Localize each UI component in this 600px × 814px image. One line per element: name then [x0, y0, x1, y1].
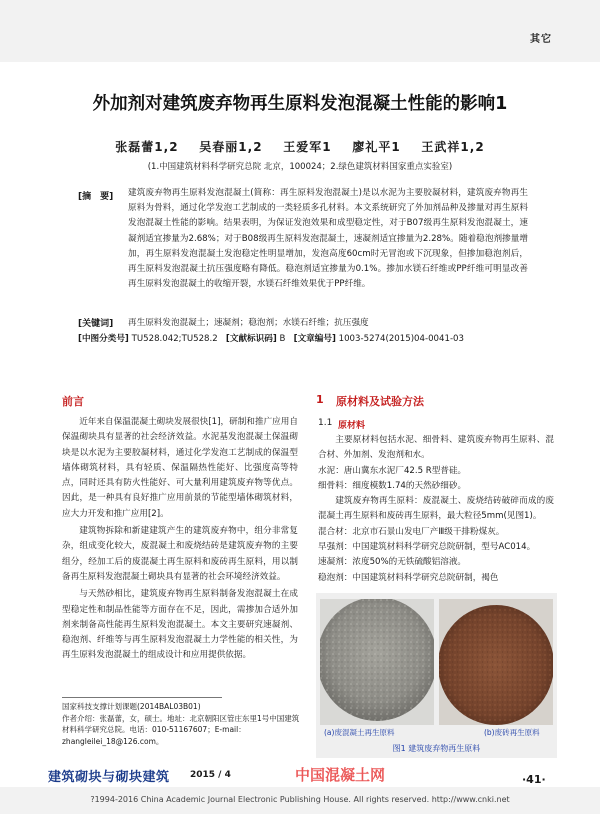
author: 廖礼平1 — [352, 140, 401, 154]
author: 张磊蕾1,2 — [115, 140, 179, 154]
author-list — [0, 138, 600, 155]
subsection-heading: 原材料 — [338, 421, 366, 431]
figure-subcaption-b: (b)废砖再生原料 — [484, 728, 540, 737]
figure-subcaption-a: (a)废混凝土再生原料 — [324, 728, 395, 737]
classification-row: [中图分类号] TU528.042;TU528.2 [文献标识码] B [文章编号] 1003-5274(2015)04-0041-03 — [78, 334, 464, 344]
paragraph: 速凝剂：浓度50%的无铁硫酸铝溶液。 — [318, 557, 467, 568]
paragraph: 水泥：唐山冀东水泥厂42.5 R型普硅。 — [318, 465, 467, 476]
concrete-aggregate-photo — [320, 599, 434, 725]
copyright-line: ?1994-2016 China Academic Journal Electronic Publishing House. All rights reserved. http://www.cnki.net — [90, 795, 510, 804]
figure-1 — [316, 593, 557, 758]
brick-aggregate-photo — [439, 599, 553, 725]
footnote: 国家科技支撑计划课题(2014BAL03B01) 作者介绍：张磊蕾，女，硕士。地址：北京朝阳区管庄东里1号中国建筑材料科学研究总院。电话：010-51167607；E-mail：zhangleilei_18@126.com。 — [62, 702, 300, 746]
section-tag: 其它 — [530, 34, 552, 45]
paragraph: 稳泡剂：中国建筑材料科学研究总院研制，褐色 — [318, 572, 499, 583]
materials-body — [318, 433, 554, 586]
figure-caption: 图1 建筑废弃物再生原料 — [392, 744, 481, 753]
keywords-label: [关键词] — [78, 319, 114, 329]
section-heading: 原材料及试验方法 — [336, 395, 424, 408]
article-id-value: 1003-5274(2015)04-0041-03 — [338, 334, 464, 344]
section-number: 1 — [316, 393, 324, 406]
author: 吴春丽1,2 — [199, 140, 263, 154]
paragraph: 近年来自保温混凝土砌块发展很快[1]，研制和推广应用自保温砌块具有显著的社会经济效益。水泥基发泡混凝土保温砌块是以水泥为主要胶凝材料，通过化学发泡工艺制成的保温型墙体砌筑材料，具有轻质、保温隔热性能好、比强度高等特点，同时还具有防火性能好、可大量利用建筑废弃物等优点。因此，是一种具有良好推广应用前景的节能型墙体砌筑材料，应大力开发和推广应用[2]。 — [62, 417, 298, 519]
article-title: 外加剂对建筑废弃物再生原料发泡混凝土性能的影响1 — [92, 94, 508, 114]
preface-heading: 前言 — [62, 395, 84, 408]
paragraph: 主要原材料包括水泥、细骨料、建筑废弃物再生原料、混合材、外加剂、发泡剂和水。 — [318, 435, 554, 461]
paragraph: 早强剂：中国建筑材料科学研究总院研制，型号AC014。 — [318, 542, 536, 553]
preface-body — [62, 415, 298, 666]
paragraph: 建筑物拆除和新建建筑产生的建筑废弃物中，组分非常复杂，组成变化较大，废混凝土和废烧结砖是建筑废弃物的主要组分，经加工后的废混凝土再生原料和废砖再生原料，用以制备再生原料发泡混凝土砌块具有显著的社会环境经济效益。 — [62, 526, 298, 582]
header-band — [0, 0, 600, 62]
watermark: 中国混凝土网 — [295, 766, 386, 784]
paragraph: 与天然砂相比，建筑废弃物再生原料制备发泡混凝土在成型稳定性和制品性能等方面存在不足，因此，需掺加合适外加剂来制备高性能再生原料发泡混凝土。本文主要研究速凝剂、稳泡剂、纤维等与再生原料发泡混凝土力学性能的相关性，为再生原料发泡混凝土的组成设计和应用提供依据。 — [62, 589, 298, 661]
author: 王爱军1 — [283, 140, 332, 154]
journal-issue: 2015 / 4 — [190, 770, 231, 780]
affiliation: (1.中国建筑材料科学研究总院 北京，100024；2.绿色建筑材料国家重点实验室) — [147, 162, 453, 172]
subsection-number: 1.1 — [318, 418, 333, 428]
author: 王武祥1,2 — [421, 140, 485, 154]
journal-name: 建筑砌块与砌块建筑 — [48, 770, 170, 785]
page-number: ·41· — [522, 773, 546, 786]
keywords-text: 再生原料发泡混凝土；速凝剂；稳泡剂；水镁石纤维；抗压强度 — [128, 318, 369, 328]
doc-code-value: B — [279, 334, 286, 344]
abstract-label: [摘 要] — [78, 192, 114, 202]
paragraph: 混合材：北京市石景山发电厂产Ⅲ级干排粉煤灰。 — [318, 526, 505, 537]
paragraph: 细骨料：细度模数1.74的天然砂细砂。 — [318, 480, 467, 491]
footnote-divider — [62, 697, 222, 698]
clc-value: TU528.042;TU528.2 — [131, 334, 218, 344]
abstract-text: 建筑废弃物再生原料发泡混凝土(简称：再生原料发泡混凝土)是以水泥为主要胶凝材料，建筑废弃物再生原料为骨料，通过化学发泡工艺制成的一类轻质多孔材料。本文系统研究了外加剂品种及掺量对再生原料发泡混凝土性能的影响。结果表明，为保证发泡效果和成型稳定性，对于B07级再生原料发泡混凝土，速凝剂适宜掺量为2.68%；对于B08级再生原料发泡混凝土，速凝剂适宜掺量为2.28%。随着稳泡剂掺量增加，再生原料发泡混凝土发泡稳定性明显增加，发泡高度60cm时无冒泡或下沉现象，但掺加稳泡剂后，再生原料发泡混凝土抗压强度略有降低。稳泡剂适宜掺量为0.1%。掺加水镁石纤维或PP纤维可明显改善再生原料发泡混凝土的收缩开裂，水镁石纤维效果优于PP纤维。 — [128, 188, 528, 290]
paragraph: 建筑废弃物再生原料：废混凝土、废烧结砖破碎而成的废混凝土再生原料和废砖再生原料，最大粒径5mm(见图1)。 — [318, 496, 554, 522]
